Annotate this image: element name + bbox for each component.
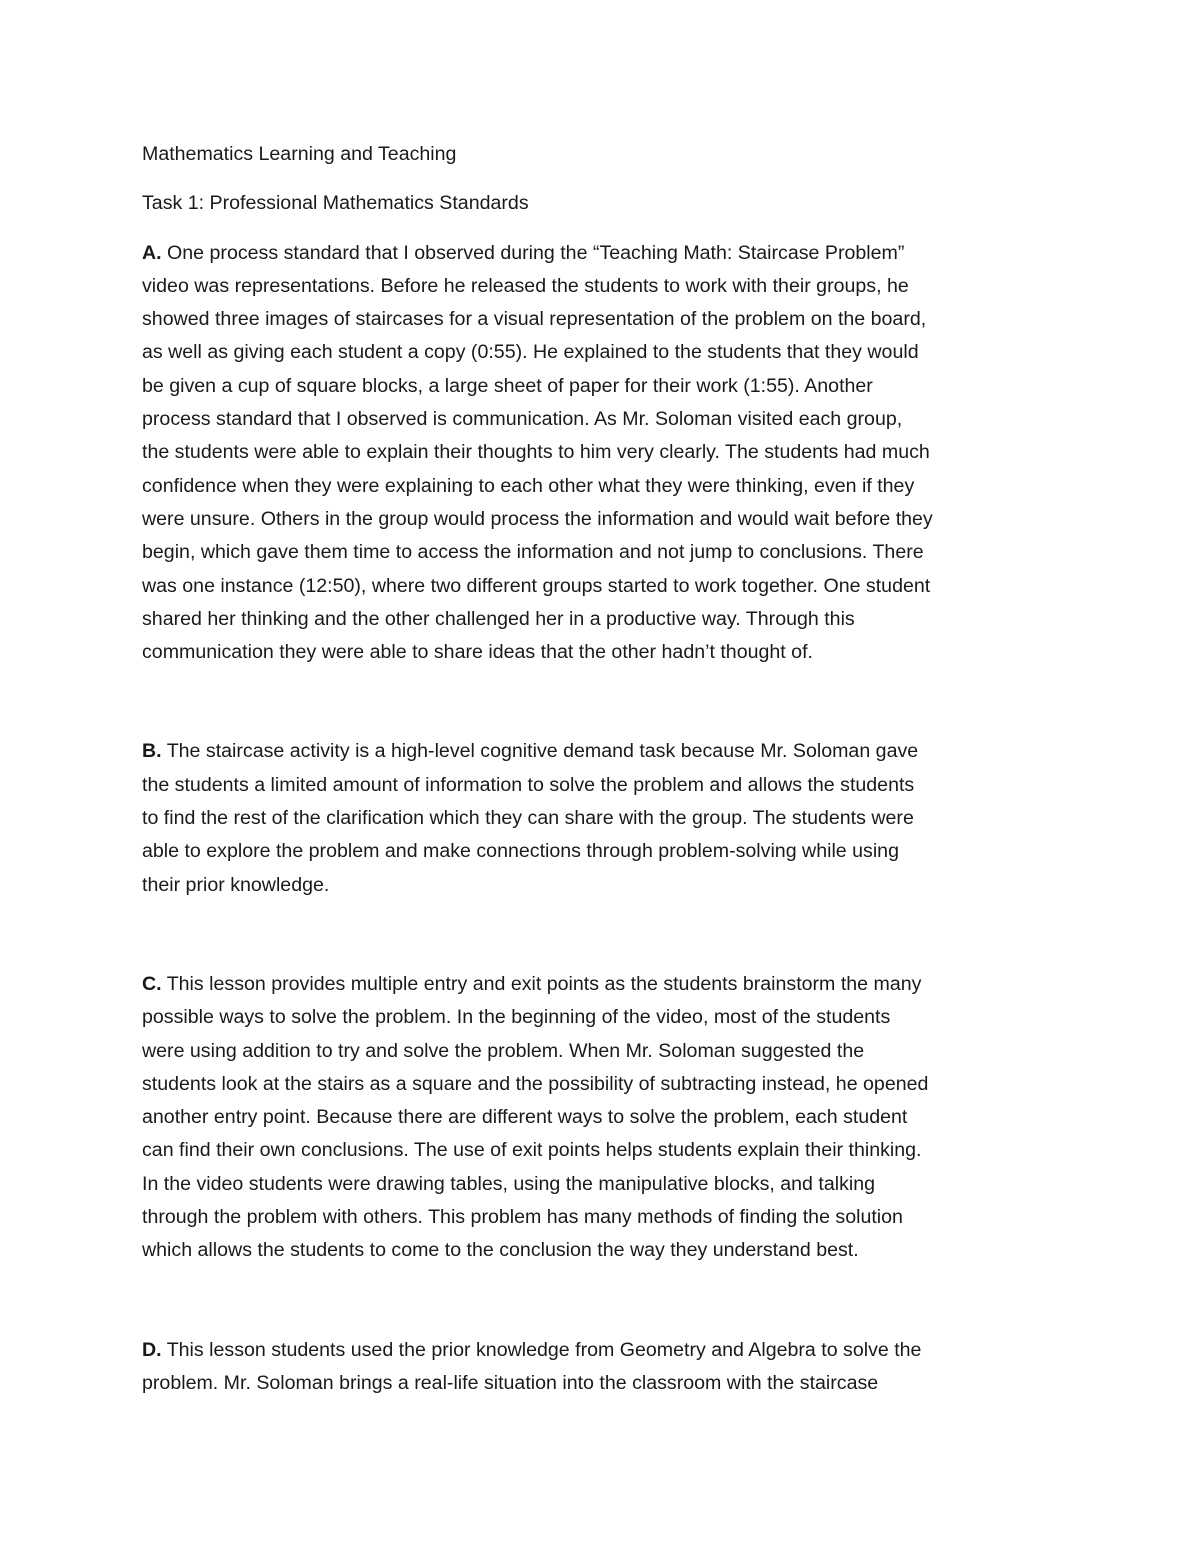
section-d	[142, 1334, 1072, 1401]
paragraph-line: possible ways to solve the problem. In the beginning of the video, most of the students	[142, 1006, 891, 1029]
paragraph-line: as well as giving each student a copy (0:55). He explained to the students that they would	[142, 341, 919, 364]
document-title: Mathematics Learning and Teaching	[142, 143, 457, 165]
paragraph-line: the students a limited amount of information to solve the problem and allows the students	[142, 773, 915, 796]
paragraph-line: was one instance (12:50), where two different groups started to work together. One student	[142, 574, 931, 597]
paragraph-line: communication they were able to share ideas that the other hadn’t thought of.	[142, 641, 813, 664]
document-page	[142, 138, 1072, 1400]
paragraph-line: students look at the stairs as a square and the possibility of subtracting instead, he opened	[142, 1072, 929, 1095]
section-label: B.	[142, 740, 162, 763]
section-b	[142, 735, 1072, 901]
paragraph-line: B. The staircase activity is a high-level cognitive demand task because Mr. Soloman gave	[142, 740, 919, 763]
paragraph-line: be given a cup of square blocks, a large sheet of paper for their work (1:55). Another	[142, 374, 873, 397]
paragraph-line: In the video students were drawing tables, using the manipulative blocks, and talking	[142, 1172, 876, 1195]
paragraph-line: problem. Mr. Soloman brings a real-life situation into the classroom with the staircase	[142, 1371, 879, 1394]
section-a	[142, 237, 1072, 670]
section-c	[142, 968, 1072, 1268]
paragraph-line: confidence when they were explaining to each other what they were thinking, even if they	[142, 474, 915, 497]
paragraph-line: which allows the students to come to the conclusion the way they understand best.	[142, 1239, 859, 1262]
paragraph-line: to find the rest of the clarification which they can share with the group. The students were	[142, 807, 914, 830]
paragraph-line: able to explore the problem and make connections through problem-solving while using	[142, 840, 899, 863]
paragraph-line: were using addition to try and solve the problem. When Mr. Soloman suggested the	[142, 1039, 865, 1062]
paragraph-line: process standard that I observed is communication. As Mr. Soloman visited each group,	[142, 408, 903, 431]
paragraph-line: video was representations. Before he released the students to work with their groups, he	[142, 274, 909, 297]
paragraph-line: D. This lesson students used the prior knowledge from Geometry and Algebra to solve the	[142, 1338, 922, 1361]
paragraph-line: showed three images of staircases for a visual representation of the problem on the board,	[142, 308, 927, 331]
paragraph-line: begin, which gave them time to access the information and not jump to conclusions. There	[142, 541, 924, 564]
section-label: D.	[142, 1338, 162, 1361]
paragraph-line: their prior knowledge.	[142, 873, 330, 896]
paragraph-line: C. This lesson provides multiple entry and exit points as the students brainstorm the many	[142, 972, 922, 995]
paragraph-line: can find their own conclusions. The use of exit points helps students explain their thinking.	[142, 1139, 922, 1162]
paragraph-line: through the problem with others. This problem has many methods of finding the solution	[142, 1206, 903, 1229]
paragraph-line: the students were able to explain their thoughts to him very clearly. The students had much	[142, 441, 930, 464]
section-label: A.	[142, 241, 162, 264]
paragraph-line: shared her thinking and the other challenged her in a productive way. Through this	[142, 607, 855, 630]
task-heading: Task 1: Professional Mathematics Standards	[142, 192, 529, 215]
paragraph-line: were unsure. Others in the group would process the information and would wait before they	[142, 507, 933, 530]
section-label: C.	[142, 972, 162, 995]
paragraph-line: another entry point. Because there are different ways to solve the problem, each student	[142, 1106, 908, 1129]
paragraph-line: A. One process standard that I observed during the “Teaching Math: Staircase Problem”	[142, 241, 905, 264]
